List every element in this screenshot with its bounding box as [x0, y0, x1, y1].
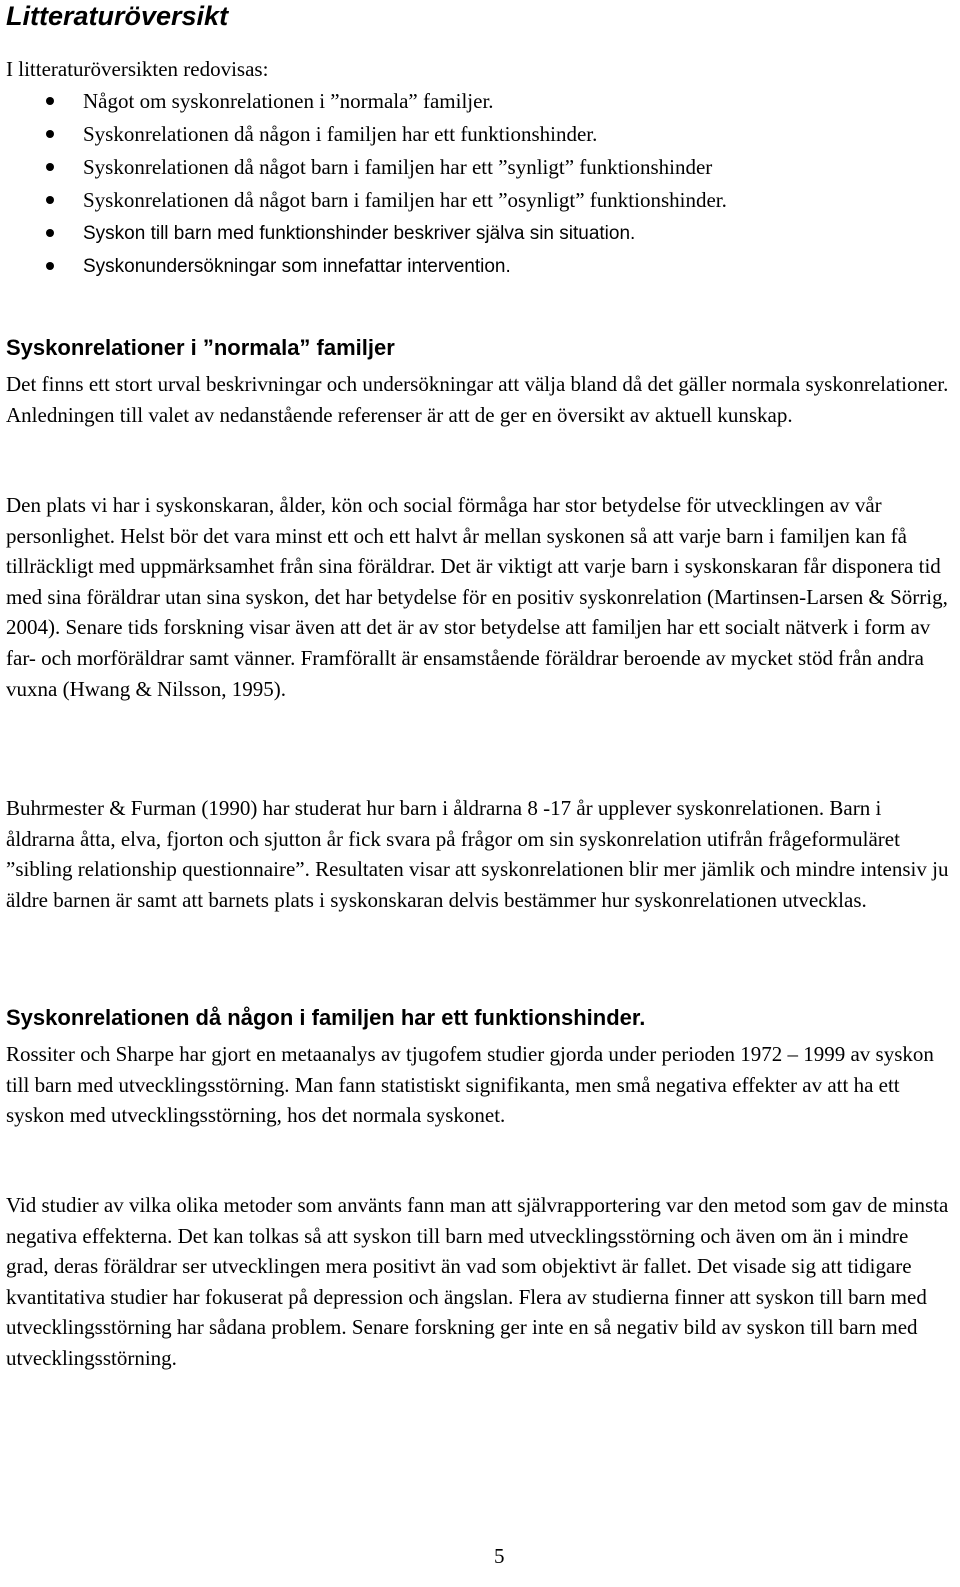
list-item-text: Syskon till barn med funktionshinder beskriver själva sin situation. — [83, 223, 636, 244]
paragraph: Buhrmester & Furman (1990) har studerat hur barn i åldrarna 8 -17 år upplever syskonrelationen. Barn i åldrarna åtta, elva, fjorton och sjutton år fick svara på frågor om sin syskonrelation utifrån frågeformuläret ”sibling relationship questionnaire”. Resultaten visar att syskonrelationen blir mer jämlik och mindre intensiv ju äldre barnen är samt att barnets plats i syskonskaran delvis bestämmer hur syskonrelationen utvecklas. — [6, 796, 949, 912]
bullet-icon — [46, 262, 54, 270]
list-item — [0, 184, 727, 217]
list-item-text: Syskonrelationen då något barn i familjen har ett ”synligt” funktionshinder — [83, 155, 713, 179]
bullet-icon — [46, 163, 54, 171]
list-item — [0, 85, 727, 118]
list-item-text: Syskonundersökningar som innefattar intervention. — [83, 256, 511, 277]
list-item — [0, 217, 727, 250]
page-number: 5 — [494, 1544, 505, 1568]
bullet-icon — [46, 130, 54, 138]
bullet-icon — [46, 97, 54, 105]
bullet-icon — [46, 229, 54, 237]
paragraph: Vid studier av vilka olika metoder som använts fann man att självrapportering var den metod som gav de minsta negativa effekterna. Det kan tolkas så att syskon till barn med utvecklingsstörning och även om än i mindre grad, deras föräldrar ser utvecklingen mera positivt än vad som objektivt är fallet. Det visade sig att tidigare kvantitativa studier har fokuserat på depression och ängslan. Flera av studierna finner att syskon till barn med utvecklingsstörning har sådana problem. Senare forskning ger inte en så negativ bild av syskon till barn med utvecklingsstörning. — [6, 1193, 949, 1370]
paragraph: Det finns ett stort urval beskrivningar och undersökningar att välja bland då det gäller normala syskonrelationer. Anledningen till valet av nedanstående referenser är att de ger en översikt av aktuell kunskap. — [6, 372, 949, 427]
list-item — [0, 118, 727, 151]
list-item — [0, 250, 727, 283]
page-title: Litteraturöversikt — [6, 1, 229, 31]
list-item — [0, 151, 727, 184]
list-item-text: Syskonrelationen då någon i familjen har ett funktionshinder. — [83, 122, 598, 146]
list-item-text: Syskonrelationen då något barn i familjen har ett ”osynligt” funktionshinder. — [83, 188, 727, 212]
section-heading-normal-families: Syskonrelationer i ”normala” familjer — [6, 335, 395, 360]
topic-list — [0, 85, 727, 283]
paragraph: Den plats vi har i syskonskaran, ålder, kön och social förmåga har stor betydelse för utvecklingen av vår personlighet. Helst bör det vara minst ett och ett halvt år mellan syskonen så att varje barn i familjen kan få tillräckligt med uppmärksamhet från sina föräldrar. Det är viktigt att varje barn i syskonskaran får disponera tid med sina föräldrar utan sina syskon, det har betydelse för en positiv syskonrelation (Martinsen-Larsen & Sörrig, 2004). Senare tids forskning visar även att det är av stor betydelse att familjen har ett socialt nätverk i form av far- och morföräldrar samt vänner. Framförallt är ensamstående föräldrar beroende av mycket stöd från andra vuxna (Hwang & Nilsson, 1995). — [6, 493, 948, 701]
section-heading-disability: Syskonrelationen då någon i familjen har ett funktionshinder. — [6, 1005, 646, 1030]
paragraph: Rossiter och Sharpe har gjort en metaanalys av tjugofem studier gjorda under perioden 1972 – 1999 av syskon till barn med utvecklingsstörning. Man fann statistiskt signifikanta, men små negativa effekter av att ha ett syskon med utvecklingsstörning, hos det normala syskonet. — [6, 1042, 934, 1128]
intro-text: I litteraturöversikten redovisas: — [6, 57, 269, 81]
list-item-text: Något om syskonrelationen i ”normala” familjer. — [83, 89, 494, 113]
bullet-icon — [46, 196, 54, 204]
